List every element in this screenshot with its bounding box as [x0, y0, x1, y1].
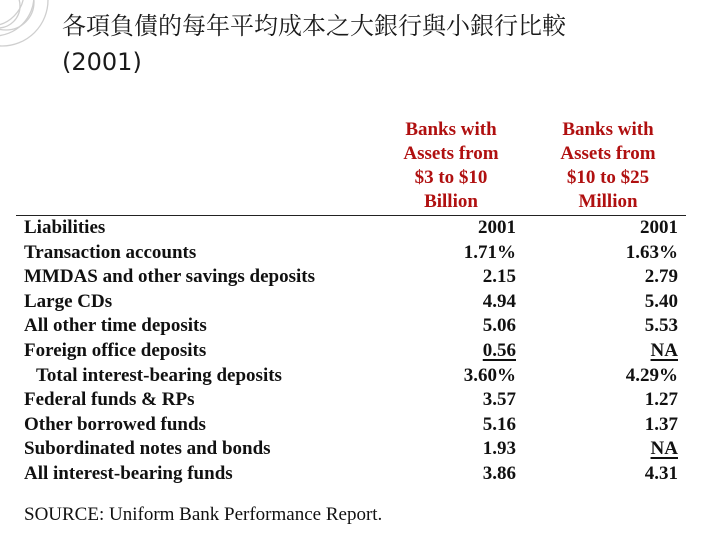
row-label: All interest-bearing funds [24, 463, 233, 484]
row-label: Total interest-bearing deposits [36, 364, 282, 386]
table-row [16, 241, 686, 266]
column-header-line: $3 to $10 [414, 167, 488, 188]
source-note: SOURCE: Uniform Bank Performance Report. [24, 504, 383, 525]
column-header-small-banks [528, 118, 688, 214]
value-small-banks: 4.29% [625, 364, 678, 386]
value-small-banks: 2.79 [644, 266, 678, 288]
value-small-banks: 4.31 [644, 463, 678, 484]
row-label: MMDAS and other savings deposits [24, 266, 316, 288]
value-small-banks: 5.40 [644, 290, 678, 312]
title-line-1: 各項負債的每年平均成本之大銀行與小銀行比較 [62, 12, 566, 40]
value-large-banks: 3.60% [463, 364, 516, 386]
row-label: Transaction accounts [24, 241, 197, 263]
year-large-banks: 2001 [478, 217, 516, 238]
value-small-banks: 1.27 [644, 389, 678, 411]
value-small-banks: NA [650, 340, 678, 361]
table-row [16, 314, 686, 339]
row-label: Other borrowed funds [24, 413, 206, 435]
value-large-banks: 2.15 [482, 266, 516, 288]
title-line-2: (2001) [62, 48, 142, 76]
page-title [62, 8, 712, 80]
table-total-row [16, 462, 686, 487]
year-small-banks: 2001 [640, 217, 678, 238]
column-header-line: Banks with [405, 119, 497, 140]
column-header-line: Assets from [560, 143, 656, 164]
value-large-banks: 1.93 [482, 438, 516, 460]
value-large-banks: 1.71% [463, 241, 516, 263]
table-row [16, 388, 686, 413]
table-row [16, 339, 686, 364]
row-label: All other time deposits [24, 315, 207, 337]
value-large-banks: 0.56 [482, 340, 516, 361]
table-row [16, 413, 686, 438]
table-row [16, 265, 686, 290]
value-small-banks: 1.37 [644, 413, 678, 435]
row-label: Liabilities [24, 217, 106, 238]
table-row [16, 290, 686, 315]
row-label: Foreign office deposits [24, 340, 207, 361]
table-row [16, 437, 686, 462]
row-label: Subordinated notes and bonds [24, 438, 271, 460]
value-large-banks: 3.86 [482, 463, 516, 484]
row-label: Large CDs [24, 290, 113, 312]
value-large-banks: 5.06 [482, 315, 516, 337]
row-label: Federal funds & RPs [24, 389, 195, 411]
table-subtotal-row [16, 364, 686, 389]
column-header-line: $10 to $25 [566, 167, 650, 188]
column-header-line: Banks with [562, 119, 654, 140]
column-header-line: Assets from [403, 143, 499, 164]
table-header-row [16, 216, 686, 241]
column-header-line: Million [578, 191, 638, 212]
value-small-banks: 5.53 [644, 315, 678, 337]
value-small-banks: NA [650, 438, 678, 460]
column-header-line: Billion [424, 191, 478, 212]
value-small-banks: 1.63% [625, 241, 678, 263]
value-large-banks: 5.16 [482, 413, 516, 435]
value-large-banks: 3.57 [482, 389, 516, 411]
value-large-banks: 4.94 [482, 290, 516, 312]
column-header-large-banks [371, 118, 531, 214]
